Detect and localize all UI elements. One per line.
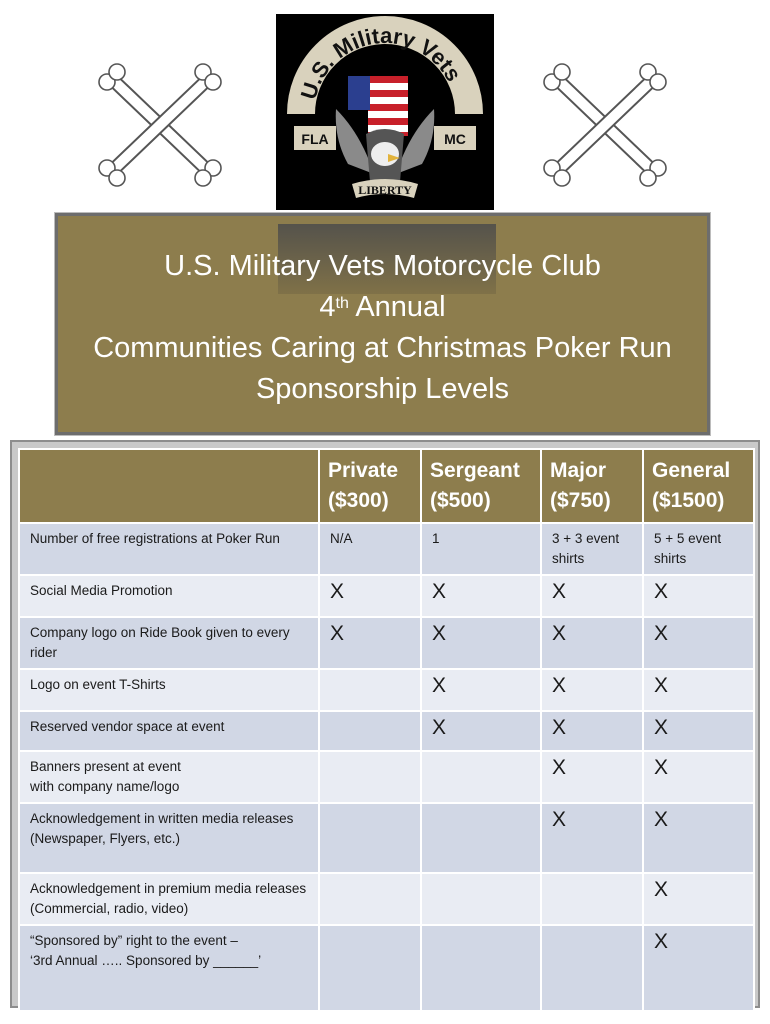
row-cell: X: [643, 617, 754, 669]
row-cell: [421, 751, 541, 803]
table-row: [19, 751, 754, 803]
row-cell: X: [643, 669, 754, 711]
title-text: [58, 246, 707, 410]
row-cell: X: [541, 669, 643, 711]
crossed-bones-right-icon: [540, 60, 670, 190]
header-general: General ($1500): [643, 449, 754, 523]
row-label: Company logo on Ride Book given to every rider: [19, 617, 319, 669]
row-cell: [421, 873, 541, 925]
row-cell: [319, 711, 421, 751]
row-label: Banners present at event with company name/logo: [19, 751, 319, 803]
row-cell: X: [319, 575, 421, 617]
header-sergeant: Sergeant ($500): [421, 449, 541, 523]
row-label: Reserved vendor space at event: [19, 711, 319, 751]
row-cell: X: [643, 873, 754, 925]
row-cell: X: [643, 803, 754, 873]
title-line-4: Sponsorship Levels: [255, 373, 510, 405]
row-cell: [421, 925, 541, 1011]
row-cell: N/A: [319, 523, 421, 575]
logo-right-tag: MC: [444, 131, 466, 147]
row-cell: X: [421, 711, 541, 751]
row-cell: [541, 873, 643, 925]
row-cell: X: [541, 575, 643, 617]
crossed-bones-left-icon: [95, 60, 225, 190]
row-label: Logo on event T-Shirts: [19, 669, 319, 711]
title-box: [55, 213, 710, 435]
title-line-3: Communities Caring at Christmas Poker Run: [93, 332, 672, 364]
logo-banner-text: LIBERTY: [358, 183, 412, 197]
row-cell: X: [643, 711, 754, 751]
header-private: Private ($300): [319, 449, 421, 523]
logo-top-text: U.S. Military Vets: [295, 22, 467, 103]
table-row: [19, 711, 754, 751]
row-label: Acknowledgement in written media releases (Newspaper, Flyers, etc.): [19, 803, 319, 873]
row-cell: [319, 751, 421, 803]
row-cell: 1: [421, 523, 541, 575]
row-cell: [319, 925, 421, 1011]
row-cell: X: [421, 575, 541, 617]
table-row: [19, 617, 754, 669]
row-cell: 5 + 5 event shirts: [643, 523, 754, 575]
row-cell: X: [643, 575, 754, 617]
table-row: [19, 873, 754, 925]
table-row: [19, 523, 754, 575]
sponsorship-table: [18, 448, 755, 1012]
club-logo: [276, 14, 494, 210]
row-cell: [319, 873, 421, 925]
row-cell: [319, 803, 421, 873]
row-label: “Sponsored by” right to the event – ‘3rd Annual ….. Sponsored by ______’: [19, 925, 319, 1011]
header-major: Major ($750): [541, 449, 643, 523]
row-cell: X: [421, 669, 541, 711]
header-empty-cell: [19, 449, 319, 523]
row-cell: [421, 803, 541, 873]
row-cell: X: [643, 751, 754, 803]
row-cell: X: [541, 711, 643, 751]
row-cell: X: [541, 803, 643, 873]
row-cell: X: [541, 617, 643, 669]
row-label: Social Media Promotion: [19, 575, 319, 617]
title-line-1: U.S. Military Vets Motorcycle Club: [164, 250, 601, 282]
row-cell: X: [421, 617, 541, 669]
table-row: [19, 575, 754, 617]
row-cell: X: [541, 751, 643, 803]
table-row: [19, 803, 754, 873]
row-cell: X: [319, 617, 421, 669]
logo-left-tag: FLA: [301, 131, 329, 147]
table-row: [19, 925, 754, 1011]
table-row: [19, 669, 754, 711]
row-cell: [319, 669, 421, 711]
table-header-row: [19, 449, 754, 523]
row-cell: X: [643, 925, 754, 1011]
row-cell: 3 + 3 event shirts: [541, 523, 643, 575]
title-line-2: 4th Annual: [319, 291, 446, 323]
sponsorship-table-container: [10, 440, 760, 1008]
row-label: Number of free registrations at Poker Run: [19, 523, 319, 575]
row-cell: [541, 925, 643, 1011]
row-label: Acknowledgement in premium media releases (Commercial, radio, video): [19, 873, 319, 925]
